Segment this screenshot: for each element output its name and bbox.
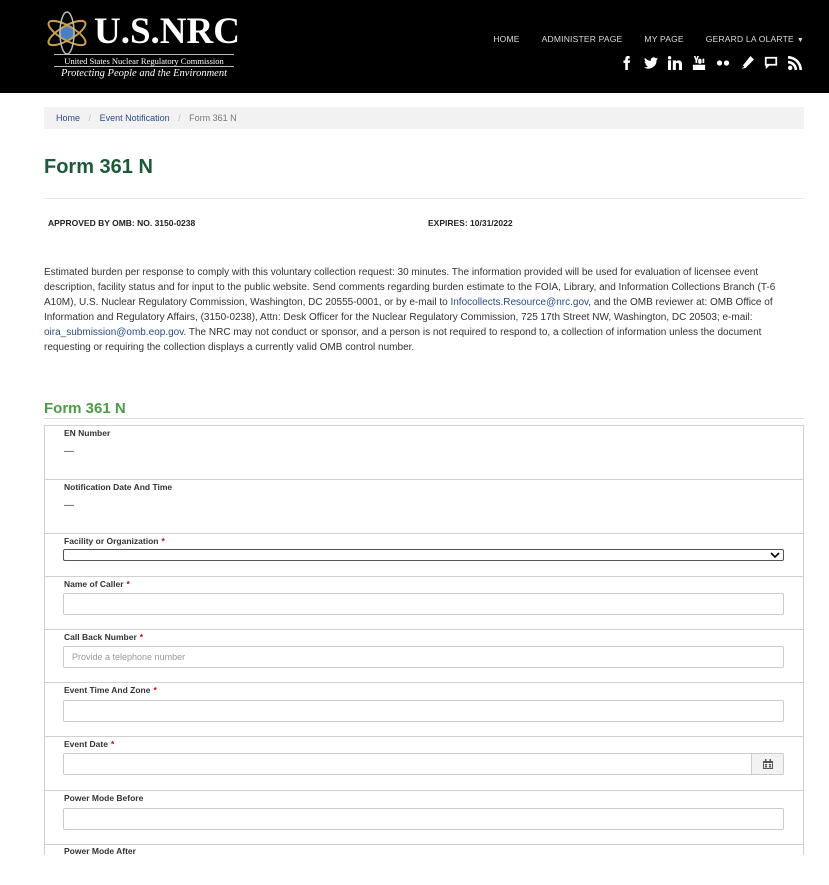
logo-name: U.S.NRC bbox=[94, 11, 240, 52]
form-heading: Form 361 N bbox=[44, 400, 126, 417]
twitter-icon[interactable] bbox=[644, 56, 658, 70]
required-marker: * bbox=[139, 632, 144, 642]
breadcrumb-separator: / bbox=[178, 113, 181, 123]
chat-icon[interactable] bbox=[764, 56, 778, 70]
breadcrumb-separator: / bbox=[88, 113, 92, 123]
burden-text-2: , and the OMB reviewer at: OMB Office of Information and Regulatory Affairs, (3150-0238), Attn: Desk Officer for the Nuclear Regulatory Commission, 725 17th Street NW, Washington, DC 20503; e-mail: bbox=[44, 297, 773, 323]
required-marker: * bbox=[110, 739, 115, 749]
social-links bbox=[620, 56, 802, 70]
rss-icon[interactable] bbox=[788, 56, 802, 70]
caret-down-icon: ▼ bbox=[796, 37, 804, 44]
breadcrumb-home[interactable]: Home bbox=[56, 113, 81, 123]
logo-tagline: Protecting People and the Environment bbox=[54, 66, 234, 79]
nav-my-page[interactable]: MY PAGE bbox=[644, 34, 684, 44]
callback-label bbox=[64, 632, 143, 642]
notification-date-value: — bbox=[64, 500, 74, 511]
atom-logo-icon bbox=[44, 10, 90, 56]
form-row-event-time bbox=[45, 683, 803, 737]
power-before-label: Power Mode Before bbox=[64, 793, 144, 803]
calendar-icon bbox=[763, 759, 773, 769]
omb-expires: EXPIRES: 10/31/2022 bbox=[428, 218, 513, 228]
en-number-label: EN Number bbox=[64, 428, 111, 438]
form-row-callback bbox=[45, 630, 803, 683]
pencil-icon[interactable] bbox=[740, 56, 754, 70]
event-date-label-text: Event Date bbox=[64, 739, 108, 749]
breadcrumb-event-notification[interactable]: Event Notification bbox=[99, 113, 170, 123]
event-date-label bbox=[64, 739, 114, 749]
en-number-value: — bbox=[64, 446, 74, 457]
facility-select[interactable] bbox=[63, 549, 784, 561]
logo-subtitle: United States Nuclear Regulatory Commission bbox=[54, 54, 234, 66]
form-row-facility bbox=[45, 534, 803, 577]
power-after-label: Power Mode After bbox=[64, 846, 136, 856]
site-header bbox=[0, 0, 829, 93]
event-time-label bbox=[64, 685, 157, 695]
facility-label bbox=[64, 536, 165, 546]
event-time-input[interactable] bbox=[63, 700, 784, 722]
breadcrumb bbox=[44, 107, 804, 129]
nav-home[interactable]: HOME bbox=[493, 34, 520, 44]
required-marker: * bbox=[161, 536, 165, 546]
facility-label-text: Facility or Organization bbox=[64, 536, 159, 546]
caller-label-text: Name of Caller bbox=[64, 579, 124, 589]
callback-label-text: Call Back Number bbox=[64, 632, 137, 642]
oira-email-link[interactable]: oira_submission@omb.eop.gov bbox=[44, 327, 184, 338]
caller-name-input[interactable] bbox=[63, 593, 784, 615]
burden-statement bbox=[44, 265, 804, 355]
callback-number-input[interactable] bbox=[63, 646, 784, 668]
calendar-button[interactable] bbox=[752, 753, 784, 775]
burden-text-3: . The NRC may not conduct or sponsor, and a person is not required to respond to, a collection of information unless the document requesting or requiring the collection displays a currently valid OMB control number. bbox=[44, 327, 762, 353]
notification-date-label: Notification Date And Time bbox=[64, 482, 173, 492]
form-row-notification-date bbox=[45, 480, 803, 534]
caller-label bbox=[64, 579, 130, 589]
required-marker: * bbox=[153, 685, 157, 695]
divider bbox=[44, 418, 804, 419]
youtube-icon[interactable] bbox=[692, 56, 706, 70]
chevron-down-icon bbox=[770, 551, 780, 559]
omb-approval: APPROVED BY OMB: NO. 3150-0238 bbox=[48, 218, 196, 228]
linkedin-icon[interactable] bbox=[668, 56, 682, 70]
divider bbox=[44, 198, 804, 199]
power-mode-before-input[interactable] bbox=[63, 808, 784, 830]
event-date-input[interactable] bbox=[63, 753, 752, 775]
form-row-event-date bbox=[45, 737, 803, 791]
user-name: GERARD LA OLARTE bbox=[705, 34, 794, 44]
required-marker: * bbox=[126, 579, 130, 589]
form-row-power-after bbox=[45, 845, 803, 885]
nav-administer-page[interactable]: ADMINISTER PAGE bbox=[541, 34, 623, 44]
form-row-caller bbox=[45, 577, 803, 630]
form-row-en-number bbox=[45, 426, 803, 480]
event-time-label-text: Event Time And Zone bbox=[64, 685, 151, 695]
page-title: Form 361 N bbox=[44, 156, 153, 178]
nav-user-menu[interactable] bbox=[706, 34, 804, 44]
nrc-logo[interactable] bbox=[44, 8, 240, 82]
infocollects-email-link[interactable]: Infocollects.Resource@nrc.gov bbox=[450, 297, 589, 308]
burden-text-1: Estimated burden per response to comply with this voluntary collection request: 30 minutes. The information provided will be used for evaluation of licensee event description, facility status and for input to the public website. Send comments regarding burden estimate to the FOIA, Library, and Information Collections Branch (T-6 A10M), U.S. Nuclear Regulatory Commission, Washington, DC 20555-0001, or by e-mail to bbox=[44, 267, 776, 308]
form-row-power-before bbox=[45, 791, 803, 845]
flickr-icon[interactable] bbox=[716, 56, 730, 70]
form-361n bbox=[44, 425, 804, 855]
breadcrumb-current: Form 361 N bbox=[189, 113, 237, 123]
facebook-icon[interactable] bbox=[620, 56, 634, 70]
top-nav bbox=[493, 34, 804, 44]
